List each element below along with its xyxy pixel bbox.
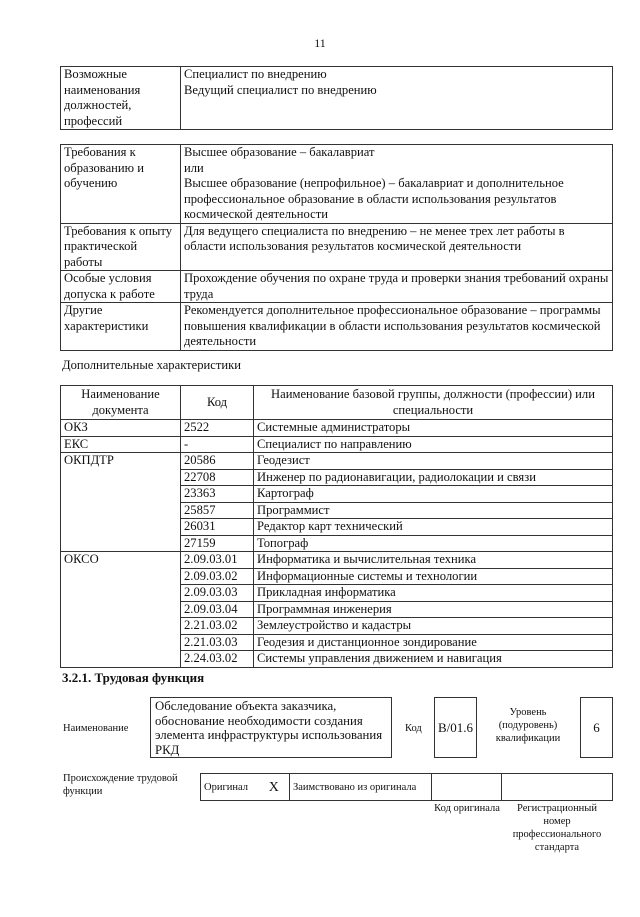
name-cell: Информатика и вычислительная техника xyxy=(254,552,613,569)
req-label: Другие характеристики xyxy=(61,303,181,351)
document-cell: ОКЗ xyxy=(61,420,181,437)
level-box: 6 xyxy=(580,697,613,758)
req-value: Прохождение обучения по охране труда и проверки знания требований охраны труда xyxy=(181,271,613,303)
name-cell: Картограф xyxy=(254,486,613,503)
original-option: Оригинал xyxy=(201,774,259,801)
header-document: Наименование документа xyxy=(61,386,181,420)
req-value: Для ведущего специалиста по внедрению – не менее трех лет работы в области использования результатов космической деятельности xyxy=(181,223,613,271)
name-cell: Системы управления движением и навигация xyxy=(254,651,613,668)
additional-table xyxy=(60,385,613,668)
req-value: Рекомендуется дополнительное профессиональное образование – программы повышения квалификации в области использования результатов космической деятельности xyxy=(181,303,613,351)
code-cell: 2.09.03.04 xyxy=(181,601,254,618)
code-label: Код xyxy=(405,723,422,734)
orig-code-cell xyxy=(432,774,502,801)
code-cell: 2.21.03.02 xyxy=(181,618,254,635)
level-label: Уровень (подуровень) квалификации xyxy=(495,707,561,744)
table-row xyxy=(61,552,613,569)
orig-code-label: Код оригинала xyxy=(434,803,500,814)
document-cell: ЕКС xyxy=(61,436,181,453)
position-item: Специалист по внедрению xyxy=(184,67,327,81)
req-line: или xyxy=(184,160,204,175)
code-cell: 2.09.03.03 xyxy=(181,585,254,602)
name-cell: Редактор карт технический xyxy=(254,519,613,536)
page-number: 11 xyxy=(314,36,326,50)
document-cell: ОКПДТР xyxy=(61,453,181,552)
table-row xyxy=(61,420,613,437)
function-name-box: Обследование объекта заказчика, обоснование необходимости создания элемента инфраструктуры использования РКД xyxy=(150,697,392,758)
borrowed-option: Заимствовано из оригинала xyxy=(290,774,432,801)
position-item: Ведущий специалист по внедрению xyxy=(184,82,377,97)
requirements-table xyxy=(60,144,613,351)
req-line: Высшее образование (непрофильное) – бакалавриат и дополнительное профессиональное образование в области использования результатов космической деятельности xyxy=(184,176,564,221)
code-cell: 26031 xyxy=(181,519,254,536)
name-cell: Геодезия и дистанционное зондирование xyxy=(254,634,613,651)
positions-table xyxy=(60,66,613,130)
name-label: Наименование xyxy=(63,723,129,734)
code-cell: 2.21.03.03 xyxy=(181,634,254,651)
code-cell: 20586 xyxy=(181,453,254,470)
code-cell: 27159 xyxy=(181,535,254,552)
code-cell: 2.24.03.02 xyxy=(181,651,254,668)
req-label: Требования к образованию и обучению xyxy=(61,145,181,224)
header-name: Наименование базовой группы, должности (профессии) или специальности xyxy=(254,386,613,420)
name-cell: Землеустройство и кадастры xyxy=(254,618,613,635)
code-cell: 23363 xyxy=(181,486,254,503)
name-cell: Информационные системы и технологии xyxy=(254,568,613,585)
name-cell: Системные администраторы xyxy=(254,420,613,437)
code-cell: 25857 xyxy=(181,502,254,519)
name-cell: Прикладная информатика xyxy=(254,585,613,602)
code-cell: 2522 xyxy=(181,420,254,437)
function-code-box: B/01.6 xyxy=(434,697,477,758)
document-cell: ОКСО xyxy=(61,552,181,668)
table-row xyxy=(61,453,613,470)
code-cell: - xyxy=(181,436,254,453)
reg-number-cell xyxy=(502,774,613,801)
req-label: Требования к опыту практической работы xyxy=(61,223,181,271)
origin-table xyxy=(200,773,613,801)
header-code: Код xyxy=(181,386,254,420)
name-cell: Топограф xyxy=(254,535,613,552)
origin-label: Происхождение трудовой функции xyxy=(63,773,178,797)
name-cell: Программная инженерия xyxy=(254,601,613,618)
code-cell: 2.09.03.01 xyxy=(181,552,254,569)
additional-heading: Дополнительные характеристики xyxy=(62,358,241,372)
positions-values xyxy=(181,67,613,130)
req-line: Высшее образование – бакалавриат xyxy=(184,145,375,159)
reg-number-label: Регистрационный номер профессионального стандарта xyxy=(512,803,602,853)
name-cell: Геодезист xyxy=(254,453,613,470)
name-cell: Инженер по радионавигации, радиолокации и связи xyxy=(254,469,613,486)
original-mark: X xyxy=(259,774,290,801)
req-value xyxy=(181,145,613,224)
function-heading: 3.2.1. Трудовая функция xyxy=(62,670,205,685)
code-cell: 2.09.03.02 xyxy=(181,568,254,585)
table-row xyxy=(61,436,613,453)
req-label: Особые условия допуска к работе xyxy=(61,271,181,303)
name-cell: Программист xyxy=(254,502,613,519)
positions-label: Возможные наименования должностей, профессий xyxy=(61,67,181,130)
name-cell: Специалист по направлению xyxy=(254,436,613,453)
code-cell: 22708 xyxy=(181,469,254,486)
